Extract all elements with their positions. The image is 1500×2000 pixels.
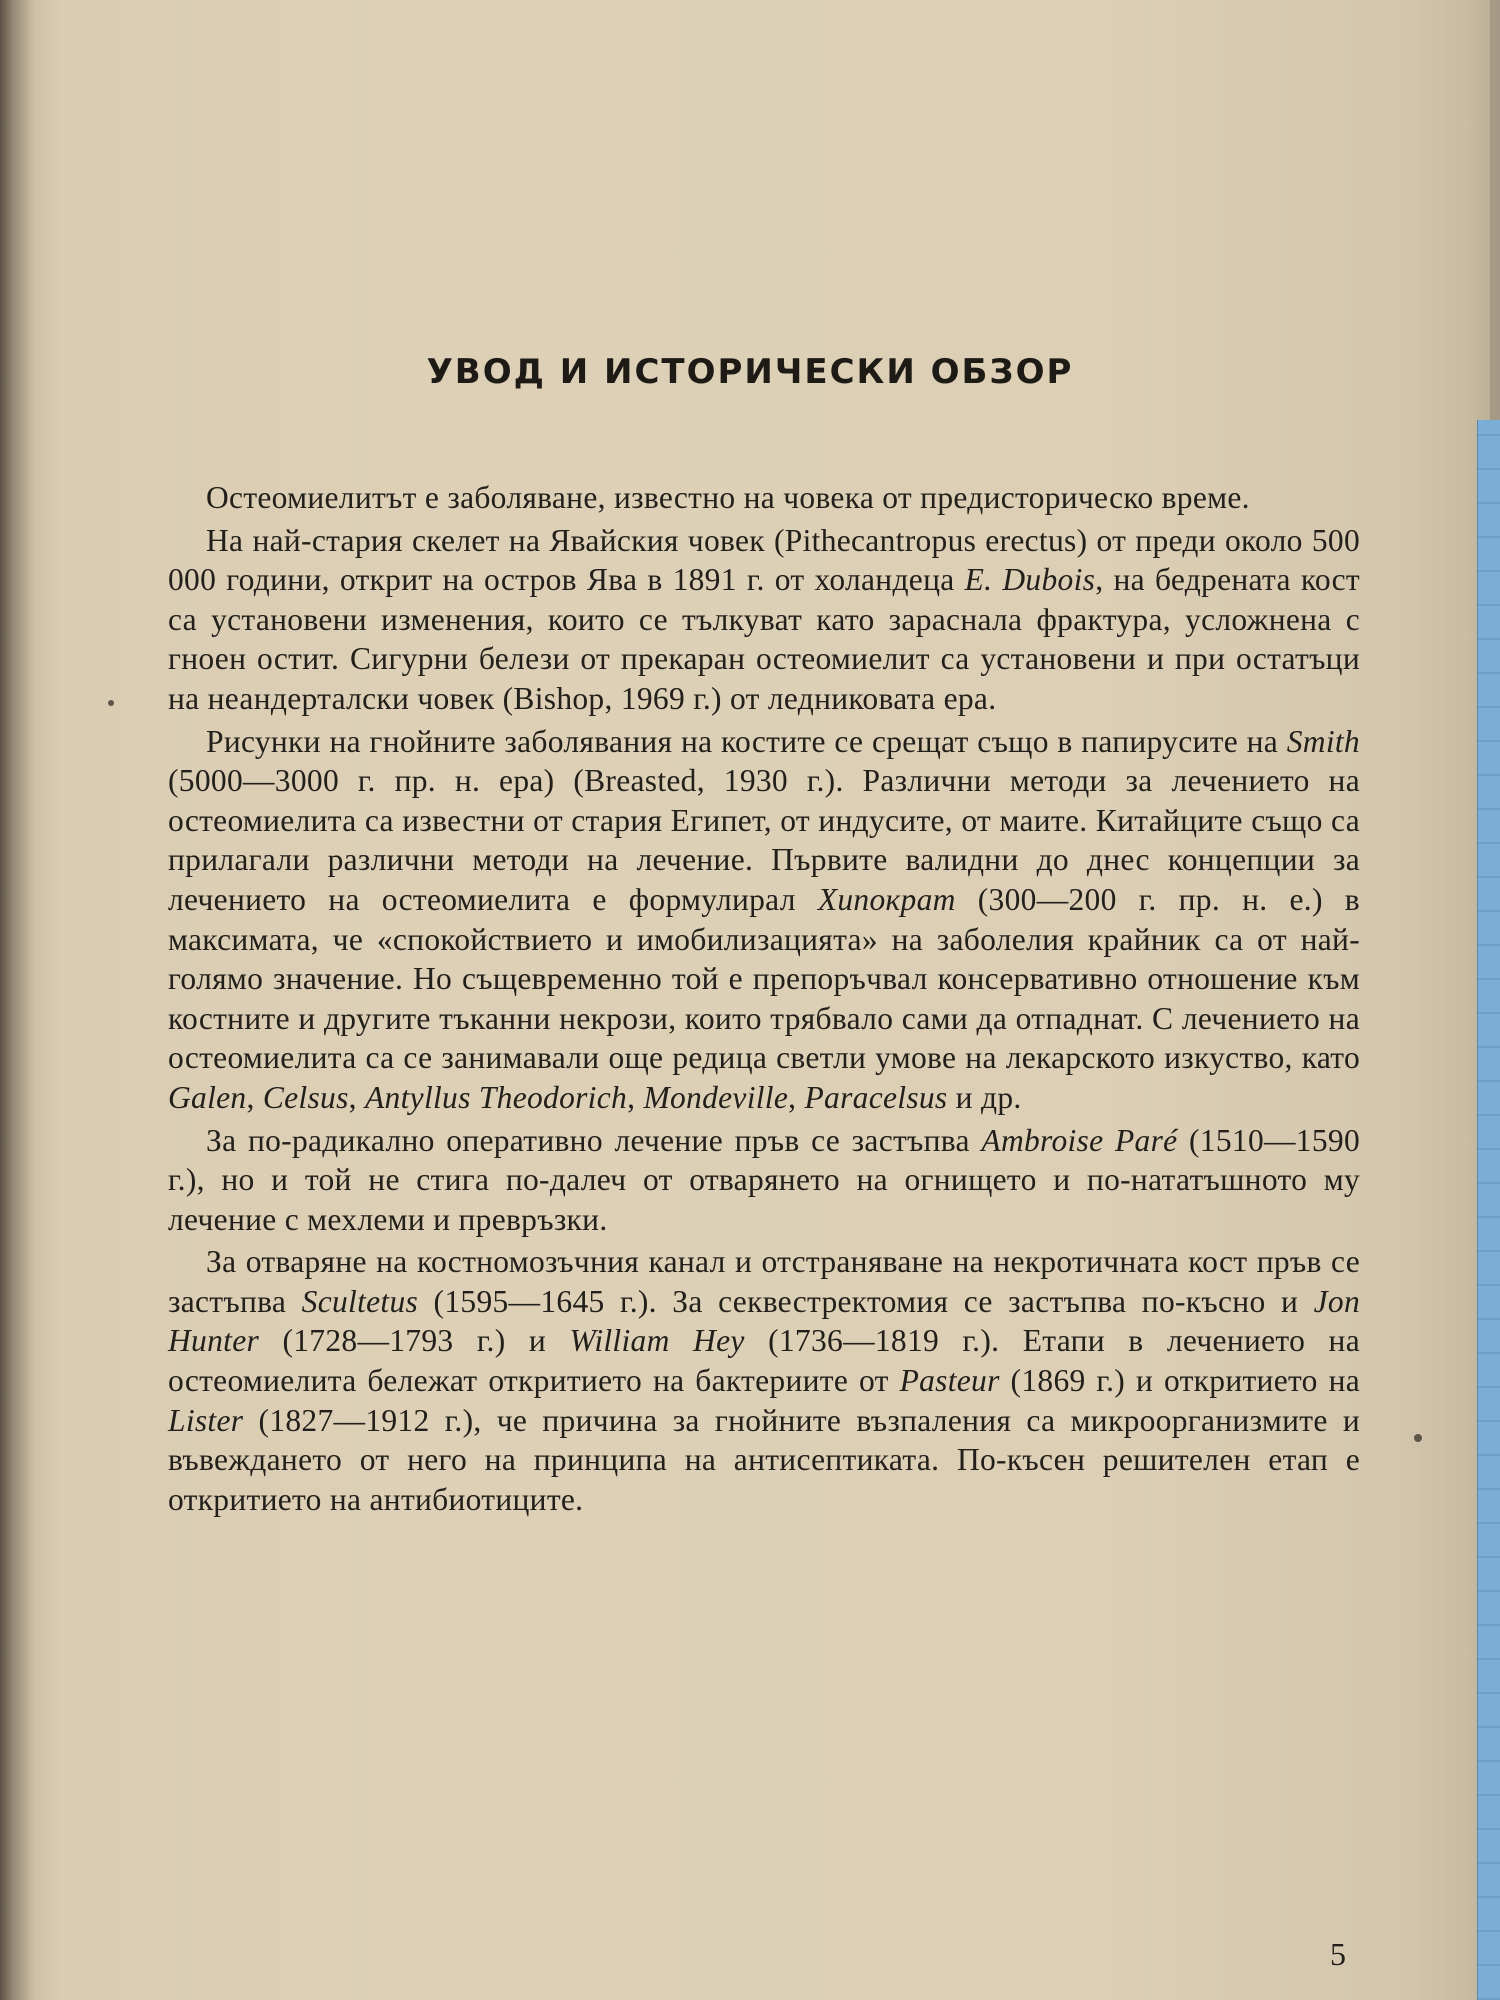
- italic-name: William Hey: [569, 1323, 745, 1359]
- text-run: (300—200 г. пр. н. е.) в максимата, че «спокойствието и имобилизацията» на заболелия крайник са от най-голямо значение. Но същевременно той е препоръчвал консервативно отношение към костните и другите тъканни некрози, които трябвало сами да отпаднат. С лечението на остеомиелита са се занимавали още редица светли умове на лекарското изкуство, като: [168, 881, 1360, 1076]
- italic-name: Paracelsus: [804, 1079, 948, 1115]
- paragraph: [168, 722, 1360, 1118]
- paragraph: [168, 1121, 1360, 1240]
- chapter-body-text: [168, 478, 1360, 1519]
- text-run: Остеомиелитът е заболяване, известно на човека от предисторическо време.: [206, 480, 1250, 515]
- paper-speck: [108, 700, 114, 706]
- italic-name: Mondeville: [643, 1079, 789, 1115]
- italic-name: Galen: [168, 1079, 247, 1115]
- text-run: ,: [788, 1079, 805, 1115]
- italic-name: Antyllus Theodorich: [365, 1079, 628, 1115]
- text-run: ,: [627, 1079, 644, 1115]
- text-run: ,: [246, 1079, 263, 1115]
- page-number: 5: [1330, 1936, 1346, 1972]
- text-run: За по-радикално оперативно лечение пръв се застъпва: [206, 1122, 982, 1158]
- italic-name: Ambroise Paré: [981, 1122, 1178, 1158]
- chapter-title: УВОД И ИСТОРИЧЕСКИ ОБЗОР: [426, 352, 1074, 392]
- italic-name: Smith: [1286, 723, 1360, 759]
- text-run: (1728—1793 г.) и: [259, 1323, 570, 1359]
- text-run: (1595—1645 г.). За секвестректомия се застъпва по-късно и: [418, 1283, 1314, 1319]
- text-run: (1736—1819 г.). Етапи в лечението на остеомиелита бележат откритието на бактериите от: [168, 1323, 1360, 1399]
- paper-speck: [1414, 1434, 1422, 1442]
- italic-name: Pasteur: [899, 1363, 1000, 1399]
- text-run: (1827—1912 г.), че причина за гнойните възпаления са микроорганизмите и въвеждането от него на принципа на антисептиката. По-късен решителен етап е откритието на антибиотиците.: [168, 1402, 1360, 1517]
- italic-name: Celsus: [262, 1079, 349, 1115]
- paragraph: [168, 478, 1360, 518]
- text-run: Рисунки на гнойните заболявания на костите се срещат също в папирусите на: [206, 723, 1287, 759]
- italic-name: E. Dubois: [964, 562, 1096, 598]
- text-run: (5000—3000 г. пр. н. ера) (Breasted, 1930 г.). Различни методи за лечението на остеомиелита са известни от стария Египет, от индусите, от маите. Китайците също са прилагали различни методи на лечение. Първите валидни до днес концепции за лечението на остеомиелита е формулирал: [168, 763, 1360, 917]
- text-run: ,: [348, 1079, 366, 1115]
- italic-name: Хипократ: [817, 881, 956, 917]
- blue-notebook-edge: [1477, 420, 1500, 2000]
- paragraph: [168, 1242, 1360, 1519]
- italic-name: Scultetus: [301, 1283, 419, 1319]
- italic-name: Jon Hunter: [168, 1283, 1360, 1359]
- paragraph: [168, 521, 1360, 719]
- text-run: , на бедрената кост са установени изменения, които се тълкуват като зараснала фрактура, усложнена с гноен остит. Сигурни белези от прекаран остеомиелит са установени и при остатъци на неандерталски човек (Bishop, 1969 г.) от ледниковата ера.: [168, 562, 1361, 716]
- text-run: На най-стария скелет на Явайския човек (Pithecantropus erectus) от преди около 500 000 години, открит на остров Ява в 1891 г. от холандеца: [168, 522, 1360, 598]
- text-run: (1510—1590 г.), но и той не стига по-далеч от отварянето на огнището и по-нататъшното му лечение с мехлеми и превръзки.: [168, 1122, 1360, 1237]
- italic-name: Lister: [168, 1402, 244, 1438]
- text-run: и др.: [947, 1079, 1022, 1115]
- text-run: За отваряне на костномозъчния канал и отстраняване на некротичната кост пръв се застъпва: [168, 1244, 1360, 1319]
- text-run: (1869 г.) и откритието на: [999, 1363, 1361, 1399]
